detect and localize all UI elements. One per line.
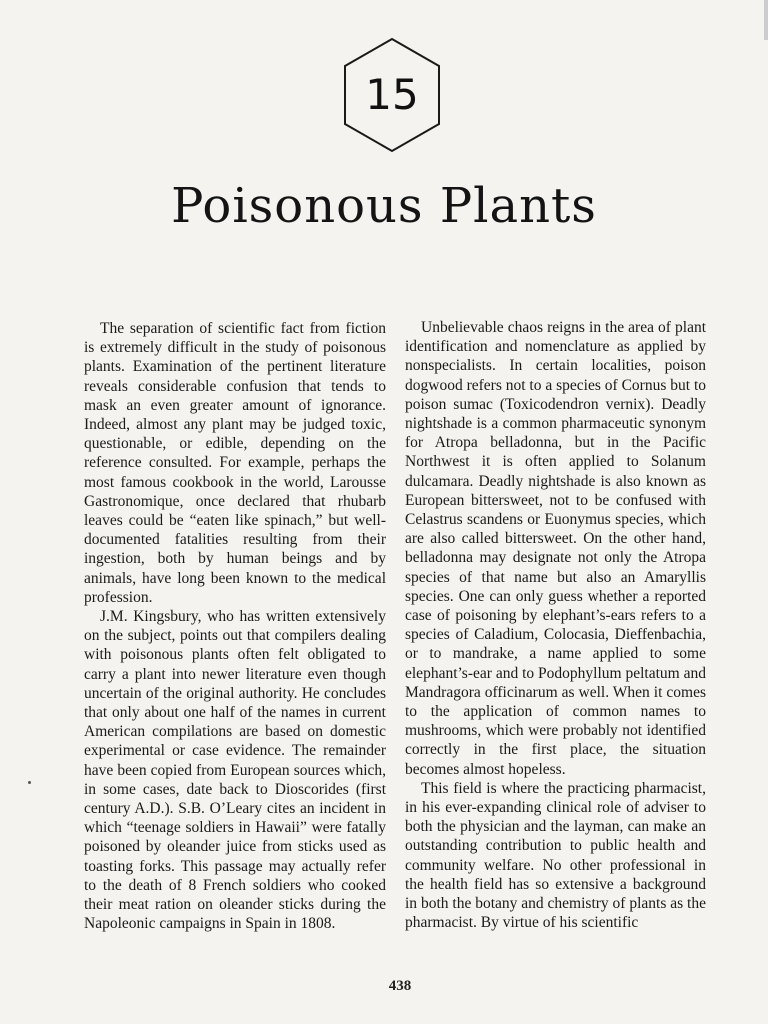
- chapter-title: Poisonous Plants: [171, 178, 597, 234]
- chapter-number: 15: [365, 70, 419, 119]
- right-column: [405, 318, 706, 933]
- page-edge: [764, 0, 768, 40]
- chapter-badge: [342, 36, 442, 154]
- paragraph: This field is where the practicing pharmacist, in his ever-expanding clinical role of adviser to both the physician and the layman, can make an outstanding contribution to public health and community welfare. No other professional in the health field has so extensive a background in both the botany and chemistry of plants as the pharmacist. By virtue of his scientific: [405, 779, 706, 932]
- ink-speck: [28, 781, 31, 784]
- left-column: [84, 319, 386, 934]
- paragraph: J.M. Kingsbury, who has written extensively on the subject, points out that compilers dealing with poisonous plants often felt obligated to carry a plant into newer literature even though uncertain of the original authority. He concludes that only about one half of the names in current American compilations are based on domestic experimental or case evidence. The remainder have been copied from European sources which, in some cases, date back to Dioscorides (first century A.D.). S.B. O’Leary cites an incident in which “teenage soldiers in Hawaii” were fatally poisoned by oleander juice from sticks used as toasting forks. This passage may actually refer to the death of 8 French soldiers who cooked their meat ration on oleander sticks during the Napoleonic campaigns in Spain in 1808.: [84, 608, 386, 933]
- page-number: 438: [388, 978, 412, 994]
- paragraph: Unbelievable chaos reigns in the area of plant identification and nomenclature as applied by nonspecialists. In certain localities, poison dogwood refers not to a species of Cornus but to poison sumac (Toxicodendron vernix). Deadly nightshade is a common pharmaceutic synonym for Atropa belladonna, but in the Pacific Northwest it is often applied to Solanum dulcamara. Deadly nightshade is also known as European bittersweet, not to be confused with Celastrus scandens or Euonymus species, which are also called bittersweet. On the other hand, belladonna may designate not only the Atropa species of that name but also an Amaryllis species. One can only guess whether a reported case of poisoning by elephant’s-ears refers to a species of Caladium, Colocasia, Dieffenbachia, or to mandrake, a name applied to some elephant’s-ear and to Podophyllum peltatum and Mandragora officinarum as well. When it comes to the application of common names to mushrooms, which were probably not identified correctly in the first place, the situation becomes almost hopeless.: [405, 319, 706, 778]
- paragraph: The separation of scientific fact from fiction is extremely difficult in the study of poisonous plants. Examination of the pertinent literature reveals considerable confusion that tends to mask an even greater amount of ignorance. Indeed, almost any plant may be judged toxic, questionable, or edible, depending on the reference consulted. For example, perhaps the most famous cookbook in the world, Larousse Gastronomique, once declared that rhubarb leaves could be “eaten like spinach,” but well-documented fatalities resulting from their ingestion, both by human beings and by animals, have long been known to the medical profession.: [84, 320, 386, 606]
